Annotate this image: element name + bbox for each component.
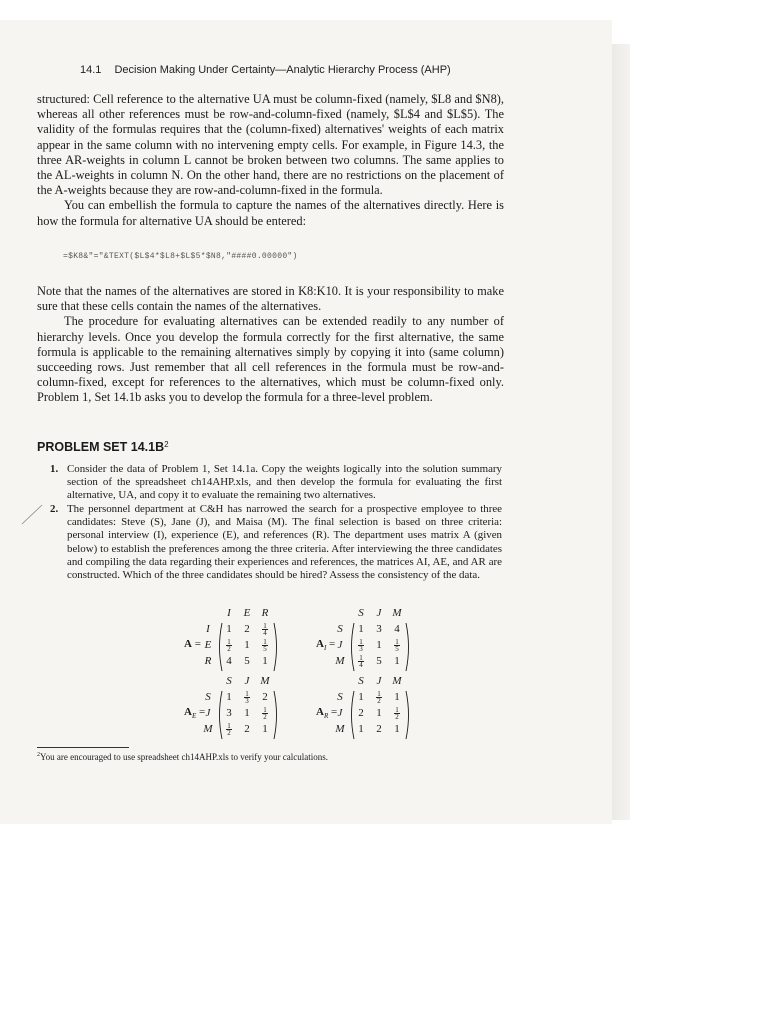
numerator: 1 [263, 706, 267, 714]
column-label: J [376, 607, 382, 619]
problem-item [50, 503, 502, 582]
matrix-cell: 1 [244, 707, 250, 719]
column-label: E [243, 607, 251, 619]
matrix-cell: 1 [376, 639, 382, 651]
left-bracket [216, 622, 224, 672]
matrix-cell [370, 691, 388, 704]
matrix-cell: 1 [226, 623, 232, 635]
denominator: 2 [227, 645, 231, 653]
footnote-text: You are encouraged to use spreadsheet ch14AHP.xls to verify your calculations. [40, 752, 329, 762]
matrix-cell: 2 [262, 691, 268, 703]
denominator: 2 [377, 697, 381, 705]
column-label: J [376, 675, 382, 687]
column-label: M [260, 675, 270, 687]
matrix-cell [238, 691, 256, 704]
denominator: 2 [227, 729, 231, 737]
denominator: 2 [395, 713, 399, 721]
left-bracket [348, 622, 356, 672]
row-label: M [335, 655, 345, 667]
problem-set-heading: PROBLEM SET $14.1B^2$ [37, 440, 169, 454]
problem-list [50, 463, 502, 583]
footnote-number: 2 [37, 752, 40, 758]
row-label: J [337, 707, 343, 719]
matrix-cell: 1 [358, 723, 364, 735]
right-bracket [272, 690, 280, 740]
paragraph: The procedure for evaluating alternatives can be extended readily to any number of hierarchy levels. Once you develop the formula correctly for the first alternative, the same formula is applicable to the remaining alternatives simply by copying it into (same column) succeeding rows. Just remember that all cell references in the formula must be row-and-column-fixed, except for references to the alternatives, which must be column-fixed only. Problem 1, Set 14.1b asks you to develop the formula for a three-level problem. [37, 314, 504, 405]
right-bracket [404, 690, 412, 740]
denominator: 5 [395, 645, 399, 653]
denominator: 4 [359, 661, 363, 669]
numerator: 1 [359, 654, 363, 662]
column-label: M [392, 607, 402, 619]
row-label: M [203, 723, 213, 735]
denominator: 3 [245, 697, 249, 705]
row-label: E [204, 639, 212, 651]
right-bracket [272, 622, 280, 672]
numerator: 1 [395, 638, 399, 646]
denominator: 4 [263, 629, 267, 637]
numerator: 1 [377, 690, 381, 698]
footnote [37, 752, 328, 762]
problem-number: 1. [50, 463, 59, 475]
matrix-cell: 3 [226, 707, 232, 719]
matrix-cell: 4 [394, 623, 400, 635]
problem-item [50, 463, 502, 502]
problem-text: The personnel department at C&H has narrowed the search for a prospective employee to three candidates: Steve (S), Jane (J), and Maisa (M). The final selection is based on three criteria: personal interview (I), experience (E), and references (R). The department uses matrix A (given below) to establish the preferences among the three criteria. After interviewing the three candidates and compiling the data regarding their experiences and references, the matrices AI, AE, and AR are constructed. Which of the three candidates should be hired? Assess the consistency of the data. [67, 503, 502, 581]
paragraph: Note that the names of the alternatives are stored in K8:K10. It is your responsibility to make sure that these cells contain the names of the alternatives. [37, 284, 504, 314]
problem-number: 2. [50, 503, 59, 516]
matrix-label: A = [184, 638, 201, 650]
matrix-cell: 1 [358, 623, 364, 635]
column-label: M [392, 675, 402, 687]
left-bracket [348, 690, 356, 740]
column-label: I [227, 607, 231, 619]
denominator: 3 [359, 645, 363, 653]
section-title: Decision Making Under Certainty—Analytic Hierarchy Process (AHP) [114, 64, 451, 76]
paragraph: You can embellish the formula to capture the names of the alternatives directly. Here is how the formula for alternative UA should be entered: [37, 198, 504, 228]
matrix-name: A [184, 638, 192, 650]
matrix-cell: 1 [262, 655, 268, 667]
page-edge-shadow [612, 44, 630, 820]
matrix-cell: 2 [244, 723, 250, 735]
matrix-cell: 1 [244, 639, 250, 651]
column-label: S [226, 675, 232, 687]
matrix-cell: 2 [244, 623, 250, 635]
denominator: 2 [263, 713, 267, 721]
matrix-cell: 1 [262, 723, 268, 735]
row-label: S [337, 623, 343, 635]
matrix-cell: 4 [226, 655, 232, 667]
numerator: 1 [359, 638, 363, 646]
row-label: J [205, 707, 211, 719]
column-label: S [358, 607, 364, 619]
row-label: S [337, 691, 343, 703]
numerator: 1 [245, 690, 249, 698]
numerator: 1 [227, 722, 231, 730]
left-bracket [216, 690, 224, 740]
row-label: S [205, 691, 211, 703]
matrix-cell: 5 [376, 655, 382, 667]
row-label: R [204, 655, 212, 667]
right-bracket [404, 622, 412, 672]
matrix-label: $A_I$ = [316, 638, 336, 653]
matrix-name: A [316, 706, 324, 718]
paragraph: structured: Cell reference to the alternative UA must be column-fixed (namely, $L8 and $N8), whereas all other references must be row-and-column-fixed (namely, $L$4 and $L$5). The validity of the formulas requires that the (column-fixed) alternatives' weights of each matrix appear in the same column with no intervening empty cells. For example, in Figure 14.3, the three AR-weights in column L cannot be broken between two columns. The same applies to the AL-weights in column N. On the other hand, there are no restrictions on the placement of the A-weights because they are row-and-column-fixed in the formula. [37, 92, 504, 198]
body-text [37, 92, 504, 406]
matrix-cell: 1 [394, 691, 400, 703]
column-label: J [244, 675, 250, 687]
matrix-subscript: R [323, 712, 329, 721]
numerator: 1 [263, 622, 267, 630]
matrix-name: A [316, 638, 324, 650]
numerator: 1 [227, 638, 231, 646]
numerator: 1 [395, 706, 399, 714]
matrix-subscript: I [323, 644, 327, 653]
column-label: R [261, 607, 269, 619]
matrix-label: $A_E$ = [184, 706, 206, 721]
running-header [80, 64, 560, 76]
matrix-cell: 1 [226, 691, 232, 703]
matrix-cell: 3 [376, 623, 382, 635]
matrix-cell: 1 [394, 723, 400, 735]
matrix-cell: 2 [358, 707, 364, 719]
matrix-label: $A_R$ = [316, 706, 338, 721]
matrix-cell: 1 [376, 707, 382, 719]
footnote-ref: 2 [164, 440, 169, 449]
denominator: 5 [263, 645, 267, 653]
numerator: 1 [263, 638, 267, 646]
row-label: I [206, 623, 210, 635]
column-label: S [358, 675, 364, 687]
footnote-rule [37, 747, 129, 748]
row-label: M [335, 723, 345, 735]
matrix-cell: 2 [376, 723, 382, 735]
matrix-cell: 5 [244, 655, 250, 667]
row-label: J [337, 639, 343, 651]
problem-text: Consider the data of Problem 1, Set 14.1a. Copy the weights logically into the solution summary section of the spreadsheet ch14AHP.xls, and then develop the formula for evaluating the first alternative, UA, and copy it to evaluate the remaining two alternatives. [67, 463, 502, 502]
matrix-cell: 1 [394, 655, 400, 667]
matrix-subscript: E [191, 712, 197, 721]
matrix-cell: 1 [358, 691, 364, 703]
matrix-name: A [184, 706, 192, 718]
section-number: 14.1 [80, 64, 102, 76]
spreadsheet-formula: =$K8&"="&TEXT($L$4*$L8+$L$5*$N8,"####0.00000") [63, 251, 298, 261]
pen-mark [20, 503, 44, 525]
